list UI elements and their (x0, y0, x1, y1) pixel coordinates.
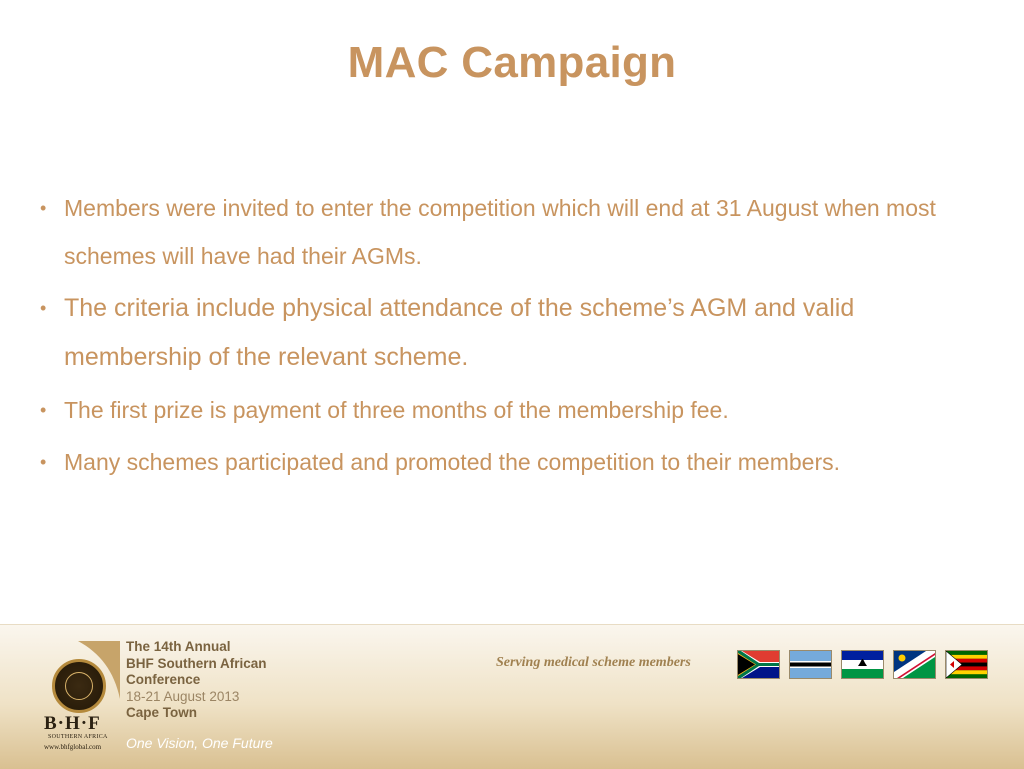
bullet-icon: • (40, 400, 47, 420)
conference-dates: 18-21 August 2013 (126, 688, 240, 704)
bullet-icon: • (40, 452, 47, 472)
conference-line2: BHF Southern African (126, 655, 267, 671)
bullet-list (36, 184, 986, 490)
bullet-text: The first prize is payment of three months of the membership fee. (64, 397, 729, 423)
flags-row (738, 651, 987, 678)
logo-subtitle: SOUTHERN AFRICA (48, 734, 108, 740)
bullet-item (36, 438, 986, 486)
conference-line3: Conference (126, 672, 201, 687)
bhf-seal-icon (52, 659, 106, 713)
zimbabwe-flag-icon (946, 651, 987, 678)
south-africa-flag-icon (738, 651, 779, 678)
slide-title: MAC Campaign (347, 38, 677, 87)
seal-inner-ring (65, 672, 93, 700)
conference-line1: The 14th Annual (126, 639, 231, 654)
namibia-flag-icon (894, 651, 935, 678)
tagline: One Vision, One Future (126, 735, 273, 751)
conference-info (126, 639, 267, 722)
bullet-icon: • (40, 298, 47, 318)
logo-letters: B·H·F (44, 713, 101, 734)
bullet-text: Members were invited to enter the competition which will end at 31 August when most schemes will have had their AGMs. (64, 195, 936, 269)
botswana-flag-icon (790, 651, 831, 678)
footer-banner (0, 624, 1024, 769)
logo-url: www.bhfglobal.com (44, 743, 102, 751)
bullet-text: The criteria include physical attendance of the scheme’s AGM and valid membership of the relevant scheme. (64, 294, 855, 371)
serving-tagline: Serving medical scheme members (496, 655, 691, 670)
bullet-item (36, 184, 986, 280)
bullet-item (36, 284, 986, 382)
bullet-item (36, 386, 986, 434)
bullet-icon: • (40, 198, 47, 218)
bullet-text: Many schemes participated and promoted the competition to their members. (64, 449, 840, 475)
lesotho-flag-icon (842, 651, 883, 678)
conference-city: Cape Town (126, 705, 198, 720)
